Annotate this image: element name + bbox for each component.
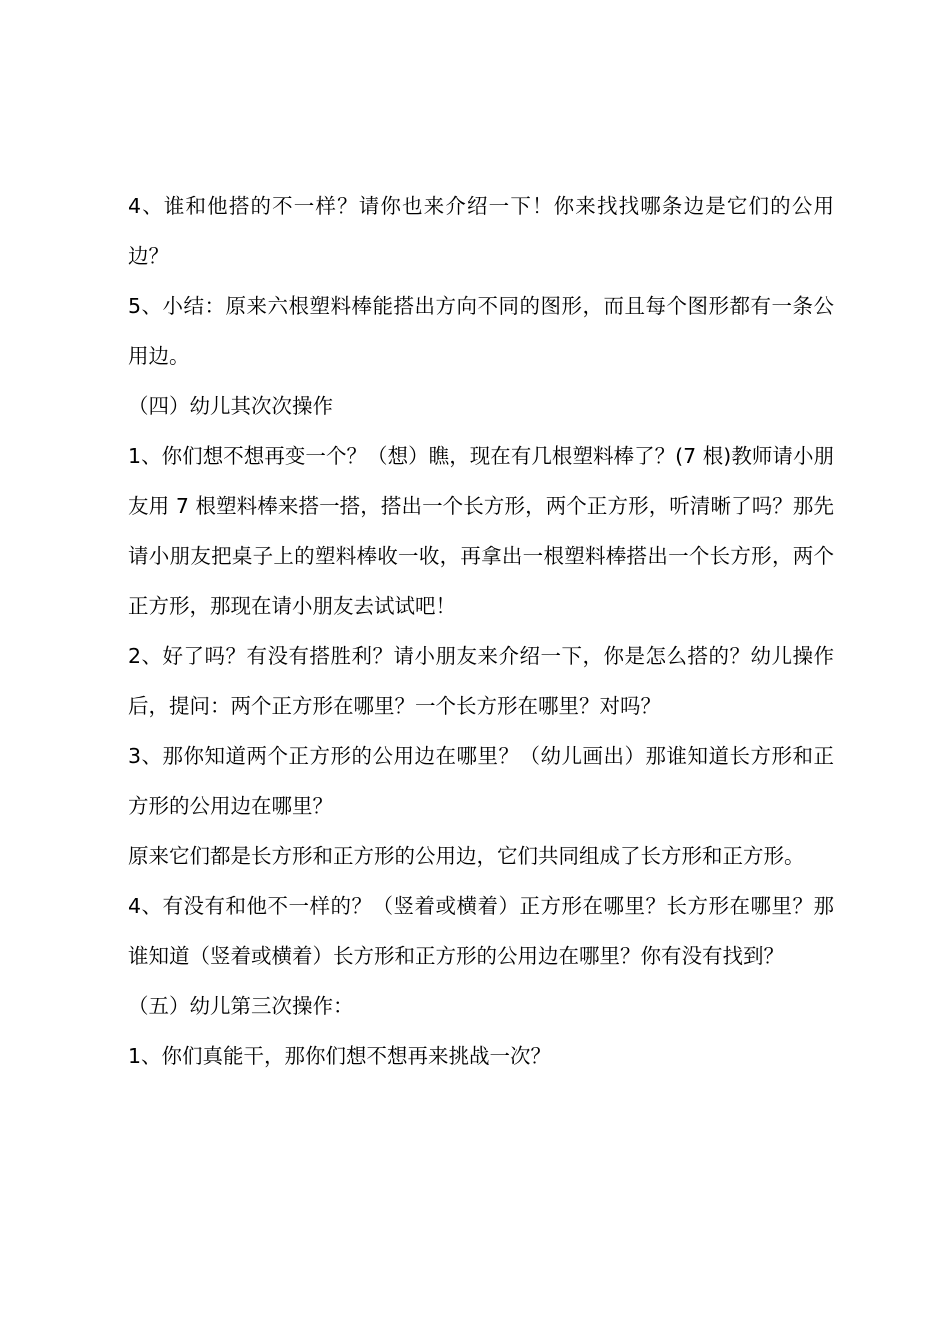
paragraph-question-2: 2、好了吗？有没有搭胜利？请小朋友来介绍一下，你是怎么搭的？幼儿操作后，提问：两个正方形在哪里？一个长方形在哪里？对吗？ (128, 644, 834, 718)
document-body (128, 181, 834, 1081)
paragraph-explanation: 原来它们都是长方形和正方形的公用边，它们共同组成了长方形和正方形。 (128, 844, 805, 868)
paragraph-step-4: 4、谁和他搭的不一样？请你也来介绍一下！你来找找哪条边是它们的公用边？ (128, 194, 834, 268)
section-heading-5: （五）幼儿第三次操作： (128, 994, 354, 1018)
paragraph-question-4: 4、有没有和他不一样的？（竖着或横着）正方形在哪里？长方形在哪里？那谁知道（竖着或横着）长方形和正方形的公用边在哪里？你有没有找到？ (128, 894, 834, 968)
paragraph-question-3: 3、那你知道两个正方形的公用边在哪里？（幼儿画出）那谁知道长方形和正方形的公用边在哪里？ (128, 744, 834, 818)
section-heading-4: （四）幼儿其次次操作 (128, 394, 333, 418)
paragraph-question-1: 1、你们想不想再变一个？（想）瞧，现在有几根塑料棒了？(7 根)教师请小朋友用 7 根塑料棒来搭一搭，搭出一个长方形，两个正方形，听清晰了吗？那先请小朋友把桌子上的塑料棒收一收，再拿出一根塑料棒搭出一个长方形，两个正方形，那现在请小朋友去试试吧！ (128, 444, 834, 618)
paragraph-round3-question-1: 1、你们真能干，那你们想不想再来挑战一次？ (128, 1044, 552, 1068)
paragraph-summary-5: 5、小结：原来六根塑料棒能搭出方向不同的图形，而且每个图形都有一条公用边。 (128, 294, 834, 368)
